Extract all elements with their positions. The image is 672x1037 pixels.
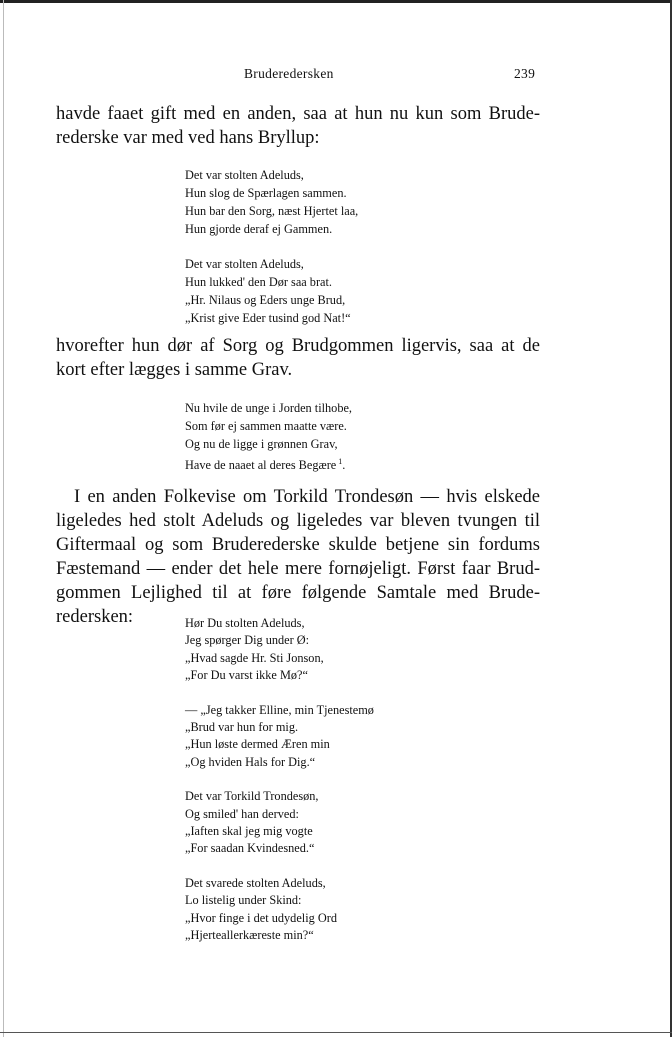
stanza-gap bbox=[185, 238, 358, 255]
verse-line: Og nu de ligge i grønnen Grav, bbox=[185, 437, 338, 451]
verse-line: Det svarede stolten Adeluds, bbox=[185, 875, 326, 890]
verse-line: Hun lukked' den Dør saa brat. bbox=[185, 275, 333, 289]
page-number: 239 bbox=[514, 66, 536, 81]
paragraph-2 bbox=[56, 334, 540, 382]
paragraph-line: kort efter lægges i samme Grav. bbox=[56, 360, 293, 380]
verse-line: Nu hvile de unge i Jorden tilhobe, bbox=[185, 401, 352, 415]
paragraph-line: Giftermaal og som Bruderederske skulde betjene sin fordums bbox=[56, 535, 540, 555]
paragraph-3 bbox=[56, 485, 540, 629]
paragraph-line: hvorefter hun dør af Sorg og Brudgommen ligervis, saa at de bbox=[56, 336, 540, 356]
verse-1 bbox=[185, 166, 358, 327]
scan-edge-top bbox=[0, 0, 672, 3]
paragraph-line: rederske var med ved hans Bryllup: bbox=[56, 128, 320, 148]
verse-line: Hun bar den Sorg, næst Hjertet laa, bbox=[185, 204, 359, 218]
verse-line: „Og hviden Hals for Dig.“ bbox=[185, 754, 316, 769]
verse-line: Det var Torkild Trondesøn, bbox=[185, 789, 319, 804]
verse-2 bbox=[185, 399, 352, 474]
verse-line: „Hjerteallerkæreste min?“ bbox=[185, 928, 314, 943]
paragraph-line: I en anden Folkevise om Torkild Trondesøn — hvis elskede bbox=[74, 487, 540, 507]
verse-line: „Hvad sagde Hr. Sti Jonson, bbox=[185, 650, 324, 665]
verse-line: Lo listelig under Skind: bbox=[185, 893, 302, 908]
paragraph-line: gommen Lejlighed til at føre følgende Samtale med Brude- bbox=[56, 583, 540, 603]
verse-line: „For saadan Kvindesned.“ bbox=[185, 841, 315, 856]
verse-line: „Krist give Eder tusind god Nat!“ bbox=[185, 311, 351, 325]
scan-edge-bottom bbox=[0, 1032, 672, 1033]
verse-line: Hun gjorde deraf ej Gammen. bbox=[185, 222, 333, 236]
verse-line: „Hvor finge i det udydelig Ord bbox=[185, 910, 337, 925]
paragraph-line: havde faaet gift med en anden, saa at hun nu kun som Brude- bbox=[56, 104, 540, 124]
verse-line: Det var stolten Adeluds, bbox=[185, 168, 304, 182]
verse-line-text: Have de naaet al deres Begære bbox=[185, 458, 337, 472]
stanza-gap bbox=[185, 858, 374, 875]
running-head bbox=[0, 66, 672, 86]
verse-line: Som før ej sammen maatte være. bbox=[185, 419, 347, 433]
stanza-gap bbox=[185, 685, 374, 702]
paragraph-line: redersken: bbox=[56, 607, 134, 627]
verse-line: „Hr. Nilaus og Eders unge Brud, bbox=[185, 293, 346, 307]
verse-3 bbox=[185, 615, 374, 945]
paragraph-line: ligeledes hed stolt Adeluds og ligeledes var bleven tvungen til bbox=[56, 511, 540, 531]
verse-line: „Hun løste dermed Æren min bbox=[185, 737, 330, 752]
verse-line: Det var stolten Adeluds, bbox=[185, 257, 304, 271]
paragraph-line: Fæstemand — ender det hele mere fornøjeligt. Først faar Brud- bbox=[56, 559, 540, 579]
paragraph-1 bbox=[56, 102, 540, 150]
running-title: Bruderedersken bbox=[244, 66, 334, 81]
footnote-marker: 1 bbox=[338, 457, 343, 466]
verse-line: — „Jeg takker Elline, min Tjenestemø bbox=[185, 702, 374, 717]
verse-line: Og smiled' han derved: bbox=[185, 806, 299, 821]
verse-line: „For Du varst ikke Mø?“ bbox=[185, 668, 308, 683]
verse-line: Hun slog de Spærlagen sammen. bbox=[185, 186, 347, 200]
verse-line: „Brud var hun for mig. bbox=[185, 720, 299, 735]
verse-line: Hør Du stolten Adeluds, bbox=[185, 616, 305, 630]
verse-line: Jeg spørger Dig under Ø: bbox=[185, 633, 310, 648]
verse-line: Have de naaet al deres Begære $^1$. bbox=[185, 457, 346, 472]
scan-edge-left bbox=[3, 0, 4, 1037]
verse-line: „Iaften skal jeg mig vogte bbox=[185, 824, 313, 839]
stanza-gap bbox=[185, 771, 374, 788]
